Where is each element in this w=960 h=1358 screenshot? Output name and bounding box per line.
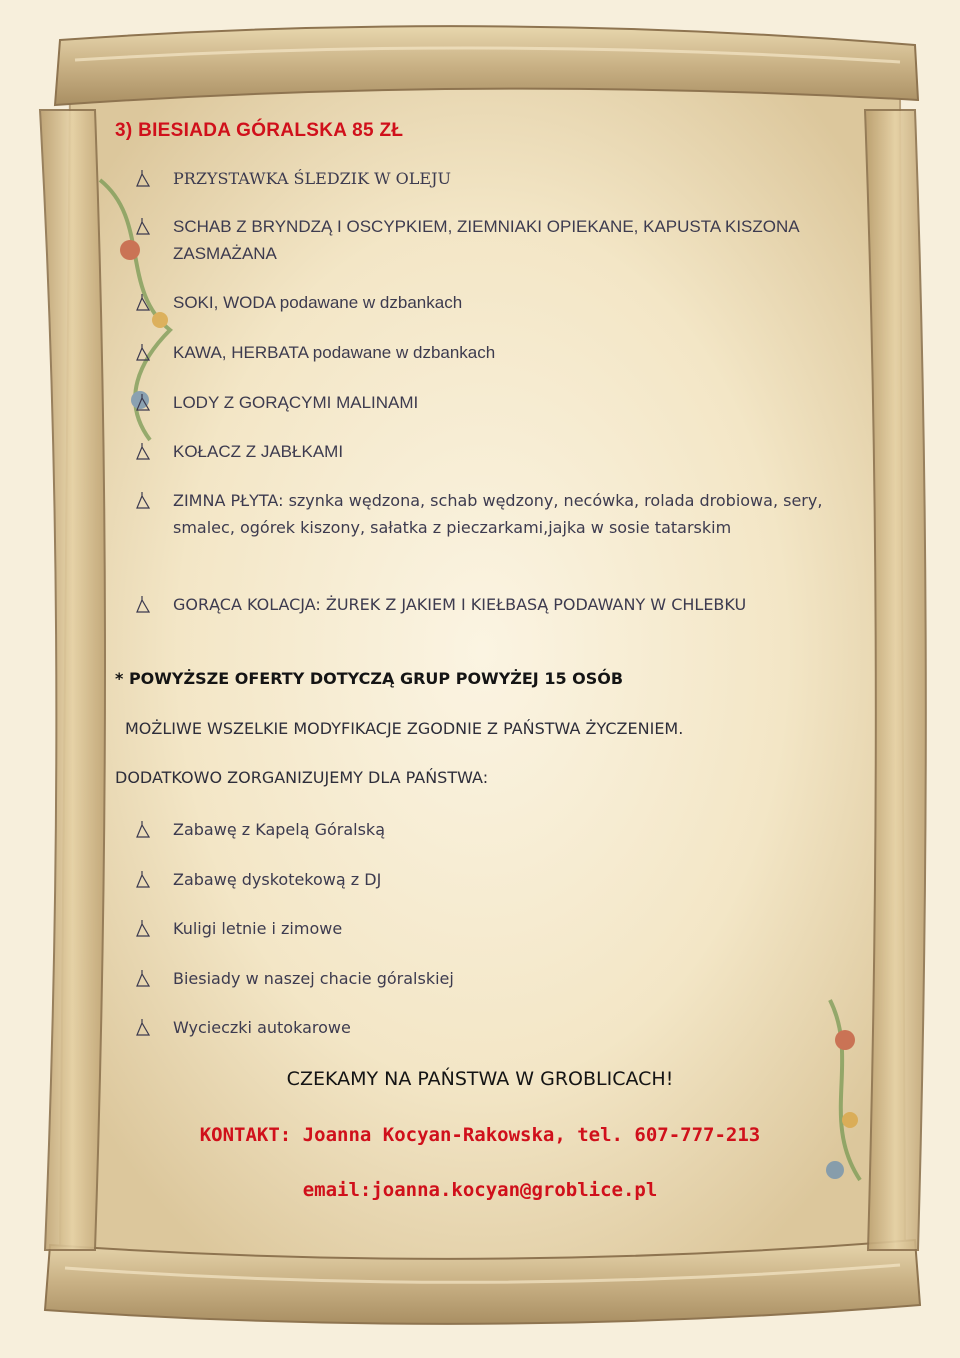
menu-item bbox=[136, 592, 856, 619]
triangle-flag-icon bbox=[136, 166, 150, 192]
menu-item bbox=[136, 390, 856, 417]
menu-item-text: PRZYSTAWKA ŚLEDZIK W OLEJU bbox=[173, 169, 451, 188]
email-line[interactable]: email:joanna.kocyan@groblice.pl bbox=[302, 1179, 658, 1201]
extras-item-text: Kuligi letnie i zimowe bbox=[173, 919, 343, 938]
triangle-flag-icon bbox=[136, 488, 150, 514]
extras-item bbox=[136, 966, 856, 993]
menu-item-text: KAWA, HERBATA podawane w dzbankach bbox=[173, 343, 496, 362]
menu-item bbox=[136, 439, 856, 466]
groups-note: * POWYŻSZE OFERTY DOTYCZĄ GRUP POWYŻEJ 15 OSÓB bbox=[115, 669, 624, 688]
closing-line: CZEKAMY NA PAŃSTWA W GROBLICACH! bbox=[286, 1068, 674, 1090]
triangle-flag-icon bbox=[136, 867, 150, 893]
triangle-flag-icon bbox=[136, 1015, 150, 1041]
menu-item-text: LODY Z GORĄCYMI MALINAMI bbox=[173, 393, 419, 412]
extras-item-text: Zabawę z Kapelą Góralską bbox=[173, 820, 385, 839]
triangle-flag-icon bbox=[136, 966, 150, 992]
triangle-flag-icon bbox=[136, 592, 150, 618]
menu-item-text: SOKI, WODA podawane w dzbankach bbox=[173, 293, 463, 312]
extras-item bbox=[136, 916, 856, 943]
extras-item bbox=[136, 867, 856, 894]
menu-item-text: GORĄCA KOLACJA: ŻUREK Z JAKIEM I KIEŁBASĄ PODAWANY W CHLEBKU bbox=[173, 595, 747, 614]
triangle-flag-icon bbox=[136, 439, 150, 465]
menu-item-text: SCHAB Z BRYNDZĄ I OSCYPKIEM, ZIEMNIAKI OPIEKANE, KAPUSTA KISZONA ZASMAŻANA bbox=[173, 217, 799, 263]
menu-title: 3) BIESIADA GÓRALSKA 85 ZŁ bbox=[115, 120, 404, 141]
modifications-note: MOŻLIWE WSZELKIE MODYFIKACJE ZGODNIE Z PAŃSTWA ŻYCZENIEM. bbox=[125, 719, 684, 738]
menu-item-text: KOŁACZ Z JABŁKAMI bbox=[173, 442, 344, 461]
extras-item-text: Biesiady w naszej chacie góralskiej bbox=[173, 969, 454, 988]
triangle-flag-icon bbox=[136, 817, 150, 843]
menu-item bbox=[136, 290, 856, 317]
triangle-flag-icon bbox=[136, 916, 150, 942]
menu-item bbox=[136, 166, 856, 193]
triangle-flag-icon bbox=[136, 290, 150, 316]
triangle-flag-icon bbox=[136, 340, 150, 366]
menu-item bbox=[136, 340, 856, 367]
contact-line: KONTAKT: Joanna Kocyan-Rakowska, tel. 607-777-213 bbox=[199, 1124, 761, 1146]
extras-item-text: Zabawę dyskotekową z DJ bbox=[173, 870, 382, 889]
menu-item-text: ZIMNA PŁYTA: szynka wędzona, schab wędzony, necówka, rolada drobiowa, sery, smalec, ogórek kiszony, sałatka z pieczarkami,jajka w sosie tatarskim bbox=[173, 491, 823, 537]
extras-heading: DODATKOWO ZORGANIZUJEMY DLA PAŃSTWA: bbox=[115, 768, 489, 787]
menu-item bbox=[136, 214, 856, 267]
extras-item bbox=[136, 817, 856, 844]
triangle-flag-icon bbox=[136, 214, 150, 240]
triangle-flag-icon bbox=[136, 390, 150, 416]
extras-item-text: Wycieczki autokarowe bbox=[173, 1018, 351, 1037]
menu-item bbox=[136, 488, 856, 541]
extras-item bbox=[136, 1015, 856, 1042]
